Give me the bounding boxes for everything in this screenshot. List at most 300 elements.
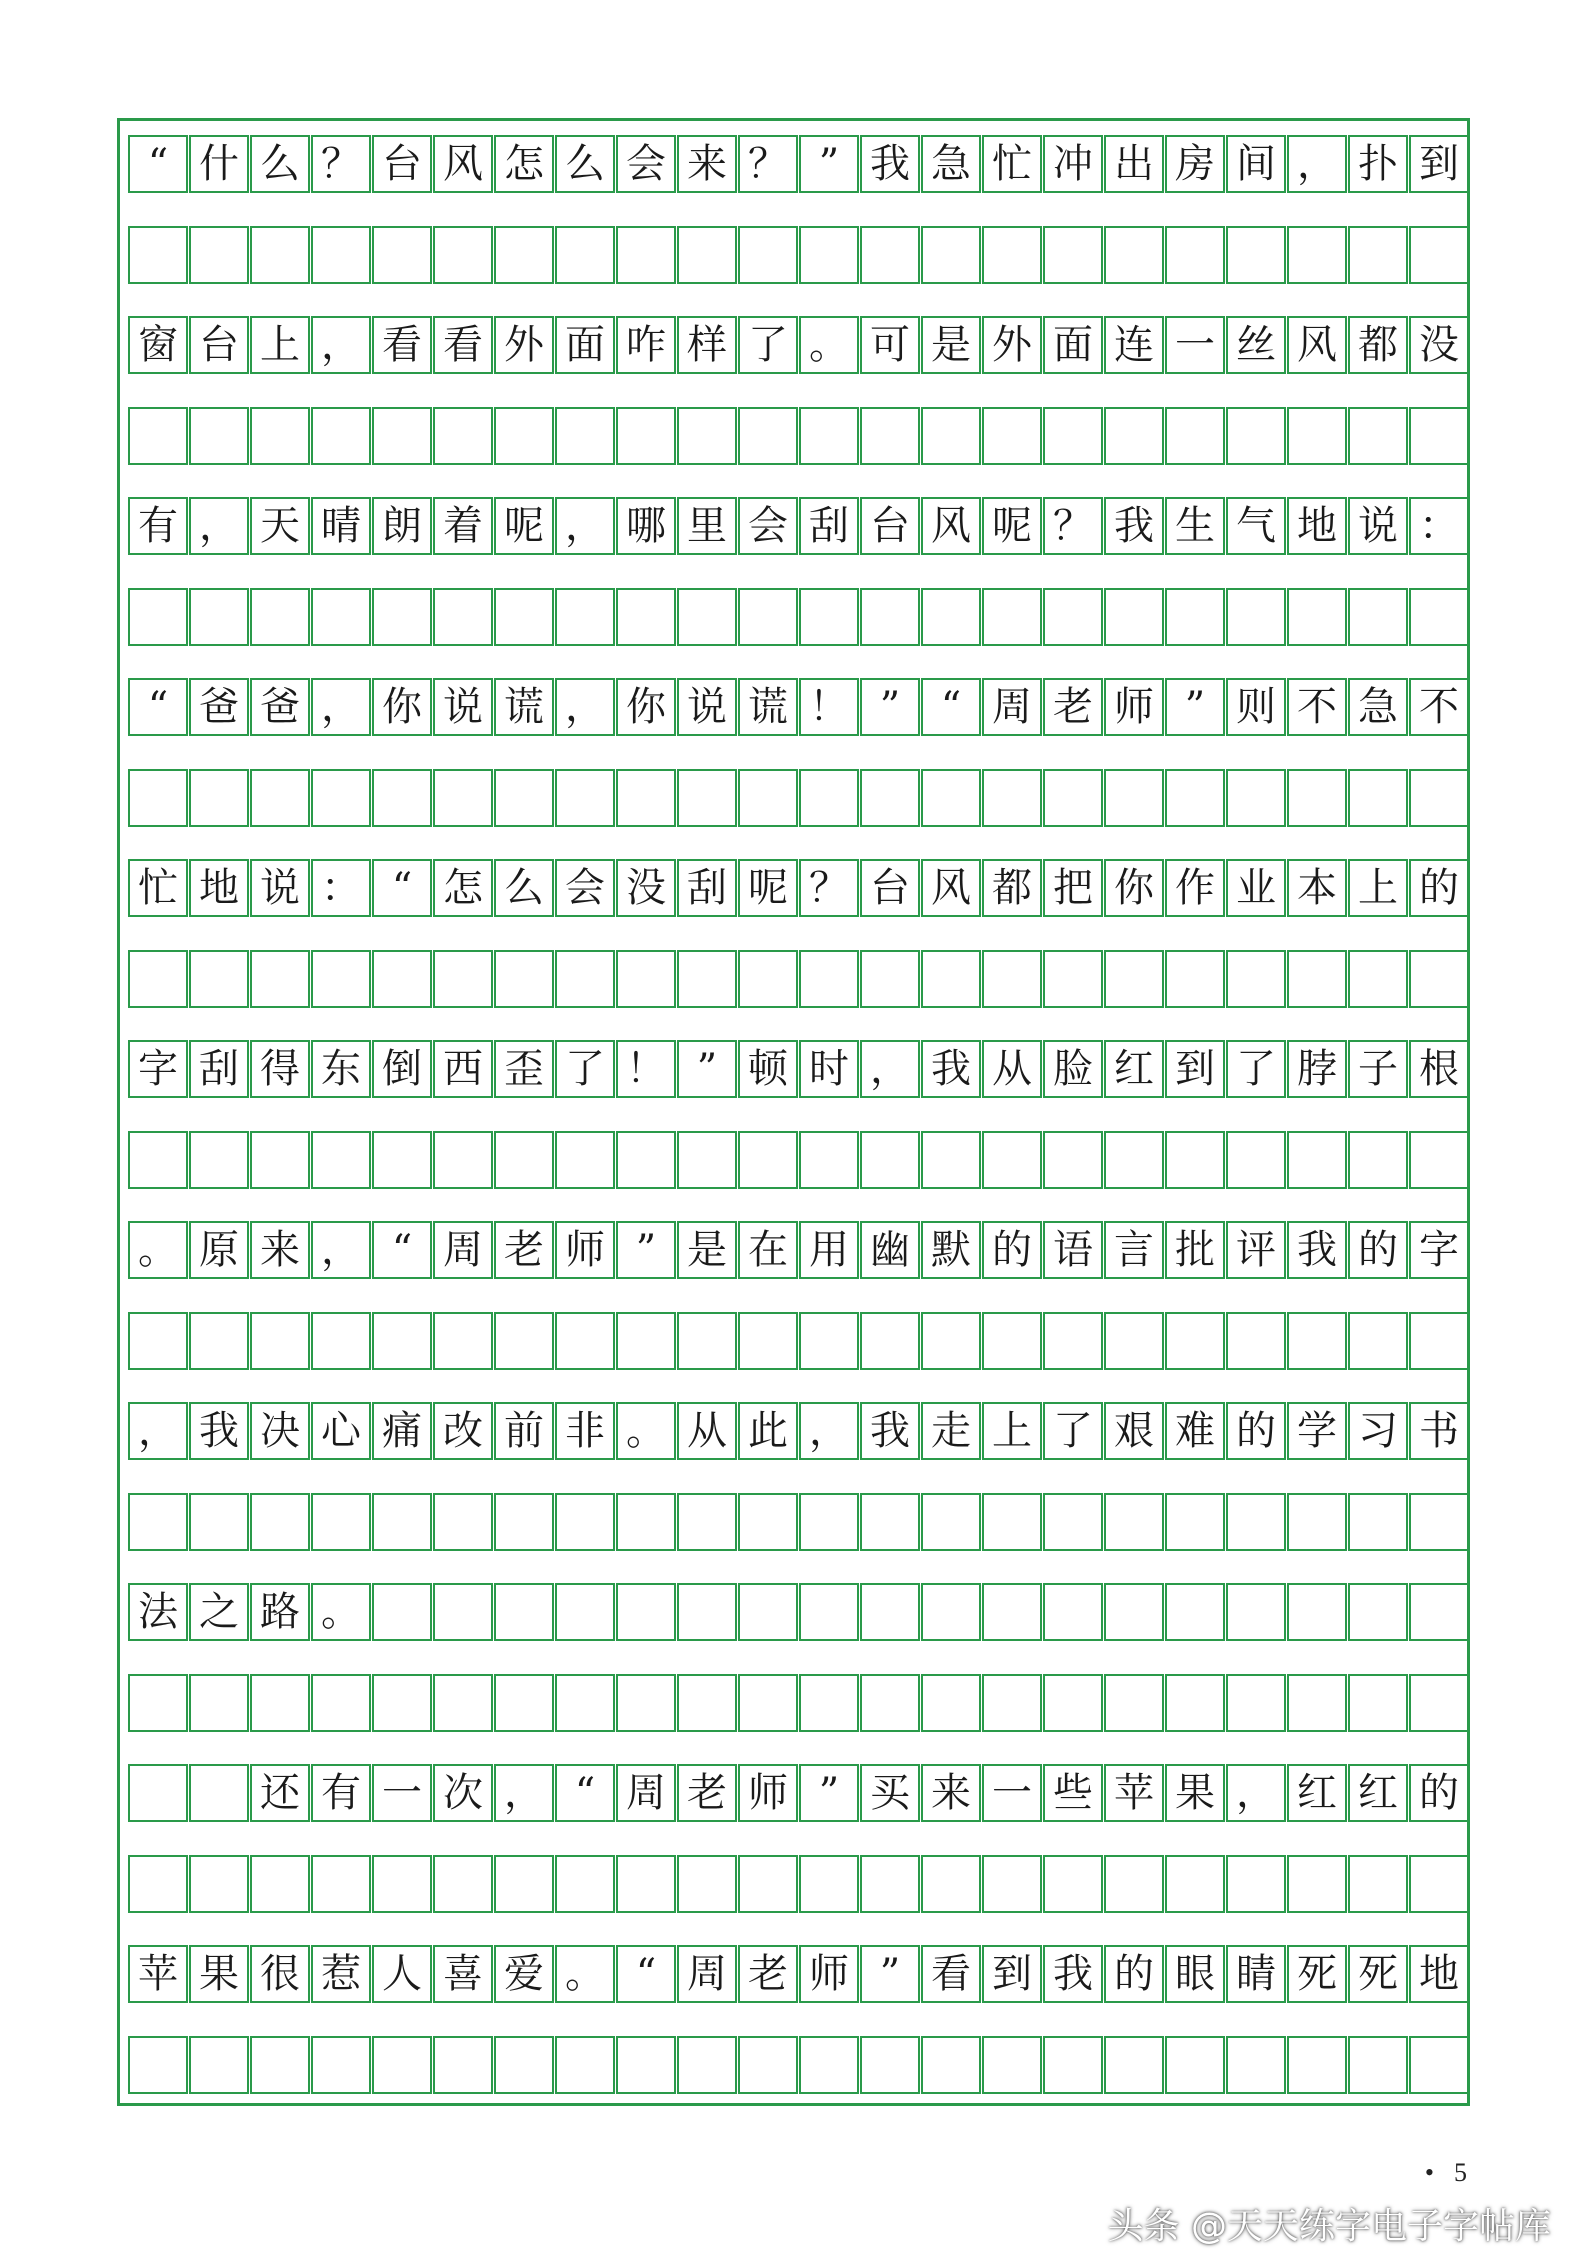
blank-cell xyxy=(250,1131,310,1189)
grid-cell: 怎 xyxy=(433,859,493,917)
grid-cell: 一 xyxy=(372,1764,432,1822)
blank-cell xyxy=(799,226,859,284)
text-row xyxy=(128,1764,1469,1822)
blank-cell xyxy=(860,1493,920,1551)
grid-cell: ” xyxy=(860,1945,920,2003)
blank-cell xyxy=(799,1674,859,1732)
grid-cell: 东 xyxy=(311,1040,371,1098)
grid-cell: 学 xyxy=(1287,1402,1347,1460)
grid-cell: ” xyxy=(677,1040,737,1098)
grid-cell: 周 xyxy=(433,1221,493,1279)
blank-cell xyxy=(1043,950,1103,1008)
grid-cell: 你 xyxy=(1104,859,1164,917)
blank-practice-row xyxy=(128,769,1469,827)
blank-cell xyxy=(494,588,554,646)
blank-cell xyxy=(250,407,310,465)
blank-cell xyxy=(738,1493,798,1551)
blank-cell xyxy=(372,226,432,284)
blank-cell xyxy=(1226,1855,1286,1913)
grid-cell: 书 xyxy=(1409,1402,1469,1460)
grid-cell xyxy=(921,1583,981,1641)
grid-cell: 痛 xyxy=(372,1402,432,1460)
grid-cell: 脸 xyxy=(1043,1040,1103,1098)
blank-practice-row xyxy=(128,407,1469,465)
blank-cell xyxy=(311,2036,371,2094)
blank-cell xyxy=(1104,226,1164,284)
blank-cell xyxy=(494,769,554,827)
grid-cell: 把 xyxy=(1043,859,1103,917)
blank-cell xyxy=(433,588,493,646)
grid-cell: 老 xyxy=(1043,678,1103,736)
grid-cell: 习 xyxy=(1348,1402,1408,1460)
grid-cell: 外 xyxy=(494,316,554,374)
blank-cell xyxy=(677,950,737,1008)
grid-cell: 急 xyxy=(921,135,981,193)
grid-cell: 风 xyxy=(921,497,981,555)
grid-cell: 歪 xyxy=(494,1040,554,1098)
grid-cell: 都 xyxy=(1348,316,1408,374)
grid-cell: 上 xyxy=(982,1402,1042,1460)
grid-cell: 么 xyxy=(494,859,554,917)
blank-cell xyxy=(616,769,676,827)
text-row xyxy=(128,1583,1469,1641)
blank-cell xyxy=(1348,588,1408,646)
text-row xyxy=(128,316,1469,374)
blank-practice-row xyxy=(128,1855,1469,1913)
grid-cell: 房 xyxy=(1165,135,1225,193)
grid-cell: 之 xyxy=(189,1583,249,1641)
grid-cell: 。 xyxy=(555,1945,615,2003)
grid-cell xyxy=(1409,1583,1469,1641)
grid-cell: 死 xyxy=(1287,1945,1347,2003)
blank-cell xyxy=(555,2036,615,2094)
blank-cell xyxy=(799,2036,859,2094)
blank-cell xyxy=(982,1312,1042,1370)
grid-cell: 倒 xyxy=(372,1040,432,1098)
grid-cell: 决 xyxy=(250,1402,310,1460)
grid-cell: 刮 xyxy=(677,859,737,917)
grid-cell: 到 xyxy=(982,1945,1042,2003)
blank-cell xyxy=(799,588,859,646)
blank-cell xyxy=(128,588,188,646)
grid-cell: 风 xyxy=(1287,316,1347,374)
blank-cell xyxy=(921,407,981,465)
blank-cell xyxy=(677,1493,737,1551)
grid-cell: 老 xyxy=(738,1945,798,2003)
grid-cell: 间 xyxy=(1226,135,1286,193)
grid-cell: 。 xyxy=(616,1402,676,1460)
grid-cell: 还 xyxy=(250,1764,310,1822)
blank-cell xyxy=(1287,226,1347,284)
grid-cell: 老 xyxy=(494,1221,554,1279)
grid-cell: 来 xyxy=(250,1221,310,1279)
blank-cell xyxy=(433,1312,493,1370)
grid-cell: ， xyxy=(1226,1764,1286,1822)
grid-cell: 路 xyxy=(250,1583,310,1641)
grid-cell: 台 xyxy=(860,859,920,917)
blank-cell xyxy=(677,1674,737,1732)
blank-cell xyxy=(311,1131,371,1189)
grid-cell: 喜 xyxy=(433,1945,493,2003)
grid-cell: 得 xyxy=(250,1040,310,1098)
blank-cell xyxy=(1409,1493,1469,1551)
blank-cell xyxy=(189,1855,249,1913)
blank-cell xyxy=(189,588,249,646)
grid-cell: 原 xyxy=(189,1221,249,1279)
blank-cell xyxy=(494,1131,554,1189)
page-footer xyxy=(1425,2158,1467,2188)
blank-cell xyxy=(677,2036,737,2094)
blank-cell xyxy=(372,1312,432,1370)
blank-cell xyxy=(311,226,371,284)
blank-cell xyxy=(494,226,554,284)
grid-cell: 面 xyxy=(555,316,615,374)
grid-cell: ” xyxy=(799,1764,859,1822)
blank-cell xyxy=(799,1855,859,1913)
blank-cell xyxy=(616,226,676,284)
grid-cell: 什 xyxy=(189,135,249,193)
grid-cell: ， xyxy=(189,497,249,555)
grid-cell: ， xyxy=(128,1402,188,1460)
grid-cell: 业 xyxy=(1226,859,1286,917)
blank-cell xyxy=(433,1493,493,1551)
blank-cell xyxy=(372,769,432,827)
grid-cell: 脖 xyxy=(1287,1040,1347,1098)
blank-cell xyxy=(433,2036,493,2094)
blank-cell xyxy=(128,1493,188,1551)
grid-cell: 改 xyxy=(433,1402,493,1460)
grid-cell: 在 xyxy=(738,1221,798,1279)
grid-cell: 朗 xyxy=(372,497,432,555)
grid-cell: 冲 xyxy=(1043,135,1103,193)
grid-cell: 周 xyxy=(616,1764,676,1822)
blank-cell xyxy=(738,226,798,284)
grid-cell: ， xyxy=(311,1221,371,1279)
blank-practice-row xyxy=(128,1674,1469,1732)
grid-cell: 死 xyxy=(1348,1945,1408,2003)
blank-cell xyxy=(738,1131,798,1189)
blank-cell xyxy=(433,950,493,1008)
blank-cell xyxy=(860,769,920,827)
grid-cell: 了 xyxy=(738,316,798,374)
blank-cell xyxy=(250,950,310,1008)
blank-cell xyxy=(860,1674,920,1732)
grid-cell: 的 xyxy=(1348,1221,1408,1279)
grid-cell: “ xyxy=(921,678,981,736)
blank-cell xyxy=(128,407,188,465)
grid-cell xyxy=(860,1583,920,1641)
grid-cell: 难 xyxy=(1165,1402,1225,1460)
grid-cell: 出 xyxy=(1104,135,1164,193)
blank-cell xyxy=(616,1493,676,1551)
grid-cell xyxy=(616,1583,676,1641)
grid-cell: 晴 xyxy=(311,497,371,555)
blank-cell xyxy=(982,950,1042,1008)
blank-cell xyxy=(311,950,371,1008)
blank-practice-row xyxy=(128,588,1469,646)
blank-cell xyxy=(1104,1855,1164,1913)
grid-cell: ？ xyxy=(311,135,371,193)
blank-cell xyxy=(372,1131,432,1189)
blank-cell xyxy=(1348,1312,1408,1370)
grid-cell: “ xyxy=(372,859,432,917)
grid-cell: 到 xyxy=(1165,1040,1225,1098)
grid-cell: 字 xyxy=(1409,1221,1469,1279)
grid-cell: 的 xyxy=(1409,1764,1469,1822)
blank-cell xyxy=(1043,588,1103,646)
grid-cell: 哪 xyxy=(616,497,676,555)
blank-practice-row xyxy=(128,1493,1469,1551)
blank-cell xyxy=(250,2036,310,2094)
blank-cell xyxy=(494,950,554,1008)
text-row xyxy=(128,497,1469,555)
blank-cell xyxy=(799,407,859,465)
grid-cell xyxy=(555,1583,615,1641)
grid-cell: 都 xyxy=(982,859,1042,917)
blank-cell xyxy=(433,226,493,284)
blank-cell xyxy=(372,407,432,465)
grid-cell: 呢 xyxy=(738,859,798,917)
blank-cell xyxy=(494,1855,554,1913)
grid-cell xyxy=(799,1583,859,1641)
blank-cell xyxy=(128,226,188,284)
grid-cell: 扑 xyxy=(1348,135,1408,193)
blank-cell xyxy=(1165,407,1225,465)
blank-cell xyxy=(189,1312,249,1370)
grid-cell: 没 xyxy=(1409,316,1469,374)
grid-cell: 说 xyxy=(677,678,737,736)
blank-cell xyxy=(982,1131,1042,1189)
grid-cell: 根 xyxy=(1409,1040,1469,1098)
grid-cell: 我 xyxy=(189,1402,249,1460)
grid-cell: 周 xyxy=(982,678,1042,736)
blank-cell xyxy=(921,588,981,646)
blank-cell xyxy=(1348,226,1408,284)
blank-cell xyxy=(1226,1674,1286,1732)
text-row xyxy=(128,1402,1469,1460)
blank-cell xyxy=(982,769,1042,827)
grid-cell: 则 xyxy=(1226,678,1286,736)
blank-cell xyxy=(1226,407,1286,465)
blank-cell xyxy=(555,226,615,284)
grid-cell: 地 xyxy=(189,859,249,917)
grid-cell: 顿 xyxy=(738,1040,798,1098)
blank-cell xyxy=(1287,950,1347,1008)
grid-cell: 时 xyxy=(799,1040,859,1098)
blank-cell xyxy=(494,2036,554,2094)
grid-cell: 呢 xyxy=(982,497,1042,555)
grid-cell: 幽 xyxy=(860,1221,920,1279)
grid-cell: ” xyxy=(799,135,859,193)
grid-cell: 谎 xyxy=(494,678,554,736)
grid-cell: 。 xyxy=(311,1583,371,1641)
blank-cell xyxy=(128,2036,188,2094)
grid-cell xyxy=(1226,1583,1286,1641)
blank-cell xyxy=(1165,1855,1225,1913)
blank-cell xyxy=(250,1855,310,1913)
blank-cell xyxy=(677,769,737,827)
grid-cell: “ xyxy=(128,135,188,193)
grid-cell: 窗 xyxy=(128,316,188,374)
blank-cell xyxy=(128,1312,188,1370)
grid-cell: 可 xyxy=(860,316,920,374)
blank-cell xyxy=(860,226,920,284)
grid-cell: 忙 xyxy=(982,135,1042,193)
blank-cell xyxy=(1287,1855,1347,1913)
grid-cell xyxy=(128,1764,188,1822)
grid-cell: ” xyxy=(1165,678,1225,736)
grid-cell: ， xyxy=(555,678,615,736)
blank-cell xyxy=(982,226,1042,284)
grid-cell: 一 xyxy=(1165,316,1225,374)
grid-cell: ， xyxy=(555,497,615,555)
blank-cell xyxy=(860,1855,920,1913)
grid-cell: 忙 xyxy=(128,859,188,917)
grid-cell: 怎 xyxy=(494,135,554,193)
blank-cell xyxy=(1043,407,1103,465)
blank-cell xyxy=(738,1312,798,1370)
grid-cell: 么 xyxy=(555,135,615,193)
blank-cell xyxy=(860,1131,920,1189)
blank-cell xyxy=(1104,1674,1164,1732)
blank-cell xyxy=(189,1674,249,1732)
blank-cell xyxy=(1165,1493,1225,1551)
grid-cell: ！ xyxy=(799,678,859,736)
blank-cell xyxy=(1348,1493,1408,1551)
blank-cell xyxy=(372,1493,432,1551)
grid-cell: 。 xyxy=(128,1221,188,1279)
grid-cell: 果 xyxy=(189,1945,249,2003)
blank-cell xyxy=(921,1493,981,1551)
blank-cell xyxy=(555,1674,615,1732)
blank-cell xyxy=(1043,1674,1103,1732)
blank-cell xyxy=(1287,1131,1347,1189)
blank-cell xyxy=(1348,1131,1408,1189)
grid-cell: 会 xyxy=(555,859,615,917)
grid-cell: 气 xyxy=(1226,497,1286,555)
blank-cell xyxy=(555,1131,615,1189)
grid-cell: ” xyxy=(860,678,920,736)
blank-cell xyxy=(1165,1131,1225,1189)
grid-cell: 前 xyxy=(494,1402,554,1460)
grid-cell: 咋 xyxy=(616,316,676,374)
grid-cell: ！ xyxy=(616,1040,676,1098)
grid-cell: “ xyxy=(555,1764,615,1822)
blank-cell xyxy=(555,769,615,827)
blank-cell xyxy=(616,588,676,646)
blank-cell xyxy=(1287,1312,1347,1370)
grid-cell: 样 xyxy=(677,316,737,374)
grid-cell: 来 xyxy=(677,135,737,193)
blank-cell xyxy=(433,407,493,465)
blank-cell xyxy=(982,407,1042,465)
blank-cell xyxy=(982,2036,1042,2094)
blank-cell xyxy=(311,588,371,646)
blank-cell xyxy=(1165,588,1225,646)
blank-cell xyxy=(250,226,310,284)
blank-cell xyxy=(1287,769,1347,827)
grid-cell: 到 xyxy=(1409,135,1469,193)
grid-cell: 了 xyxy=(1226,1040,1286,1098)
grid-cell: 风 xyxy=(433,135,493,193)
blank-cell xyxy=(616,2036,676,2094)
grid-cell: 师 xyxy=(555,1221,615,1279)
text-row xyxy=(128,1221,1469,1279)
grid-cell: 语 xyxy=(1043,1221,1103,1279)
grid-cell: 不 xyxy=(1287,678,1347,736)
blank-cell xyxy=(616,1131,676,1189)
grid-cell: ？ xyxy=(799,859,859,917)
grid-cell: 着 xyxy=(433,497,493,555)
blank-cell xyxy=(677,1312,737,1370)
blank-cell xyxy=(921,1131,981,1189)
blank-cell xyxy=(1226,769,1286,827)
blank-cell xyxy=(982,588,1042,646)
blank-cell xyxy=(1104,1131,1164,1189)
blank-cell xyxy=(799,1312,859,1370)
grid-cell: 生 xyxy=(1165,497,1225,555)
blank-cell xyxy=(311,1855,371,1913)
grid-cell: 看 xyxy=(921,1945,981,2003)
blank-cell xyxy=(1348,950,1408,1008)
blank-cell xyxy=(1409,226,1469,284)
blank-cell xyxy=(494,1674,554,1732)
blank-cell xyxy=(1043,769,1103,827)
blank-cell xyxy=(494,1312,554,1370)
grid-cell: 天 xyxy=(250,497,310,555)
grid-cell: 爱 xyxy=(494,1945,554,2003)
grid-cell xyxy=(677,1583,737,1641)
blank-cell xyxy=(1409,769,1469,827)
grid-cell: 睛 xyxy=(1226,1945,1286,2003)
blank-cell xyxy=(128,769,188,827)
grid-cell: 苹 xyxy=(1104,1764,1164,1822)
blank-cell xyxy=(1226,226,1286,284)
blank-cell xyxy=(799,950,859,1008)
blank-cell xyxy=(1409,1312,1469,1370)
blank-cell xyxy=(738,950,798,1008)
grid-cell: 风 xyxy=(921,859,981,917)
blank-cell xyxy=(738,2036,798,2094)
grid-cell: 评 xyxy=(1226,1221,1286,1279)
blank-cell xyxy=(433,1131,493,1189)
grid-cell: 作 xyxy=(1165,859,1225,917)
blank-cell xyxy=(677,1131,737,1189)
blank-cell xyxy=(1165,1312,1225,1370)
grid-cell: “ xyxy=(128,678,188,736)
grid-cell: ， xyxy=(311,678,371,736)
blank-cell xyxy=(189,226,249,284)
grid-cell: 么 xyxy=(250,135,310,193)
blank-cell xyxy=(1348,407,1408,465)
grid-cell: 说 xyxy=(250,859,310,917)
grid-cell: 非 xyxy=(555,1402,615,1460)
blank-cell xyxy=(1287,588,1347,646)
grid-cell: 呢 xyxy=(494,497,554,555)
grid-cell: “ xyxy=(372,1221,432,1279)
grid-cell: 上 xyxy=(1348,859,1408,917)
blank-practice-row xyxy=(128,1312,1469,1370)
blank-cell xyxy=(189,950,249,1008)
blank-cell xyxy=(799,1493,859,1551)
grid-cell: 的 xyxy=(1409,859,1469,917)
blank-cell xyxy=(799,769,859,827)
grid-cell: 台 xyxy=(860,497,920,555)
grid-cell: 次 xyxy=(433,1764,493,1822)
blank-cell xyxy=(372,588,432,646)
blank-cell xyxy=(189,1131,249,1189)
grid-cell: 果 xyxy=(1165,1764,1225,1822)
